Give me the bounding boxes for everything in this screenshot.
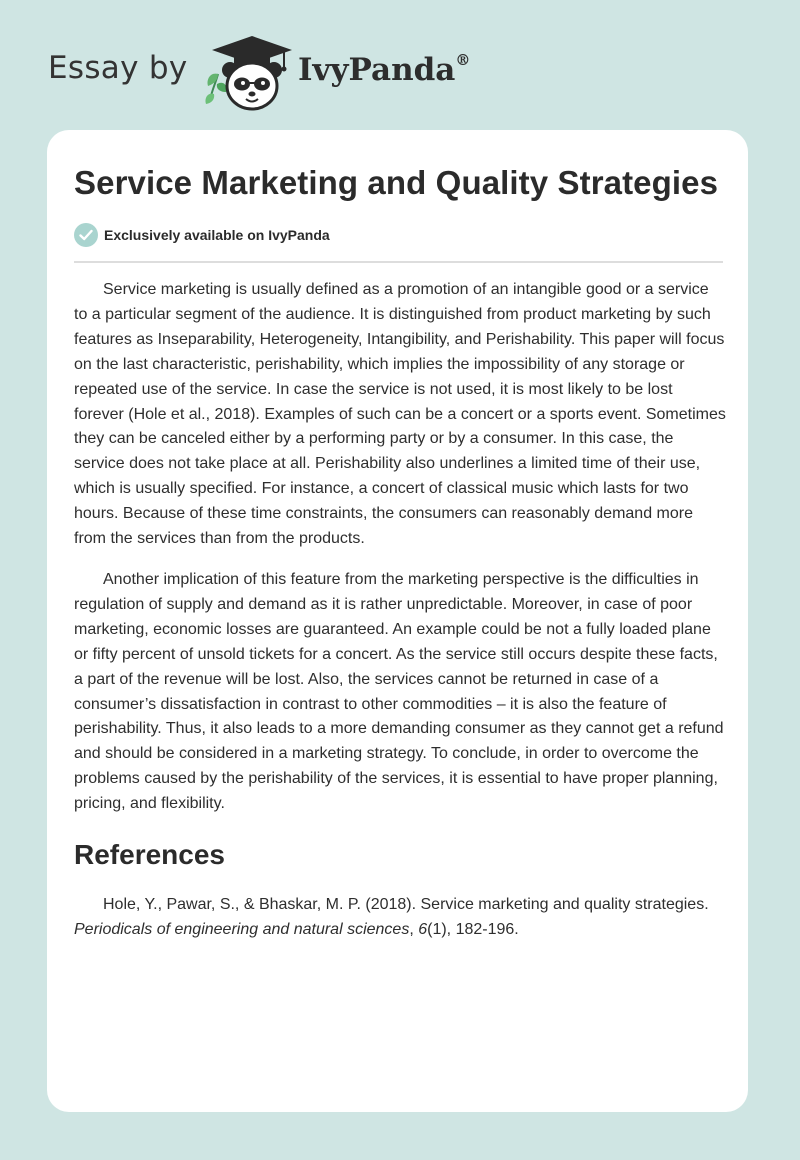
reference-separator: , — [409, 920, 419, 938]
reference-authors-title: Hole, Y., Pawar, S., & Bhaskar, M. P. (2018). Service marketing and quality strategies. — [103, 896, 709, 914]
reference-volume: 6 — [418, 920, 428, 938]
panda-graduate-icon[interactable] — [202, 34, 294, 114]
essay-card — [47, 130, 748, 1112]
brand-name-text: IvyPanda — [298, 52, 456, 88]
badge-label: Exclusively available on IvyPanda — [104, 227, 330, 243]
reference-list — [74, 893, 726, 943]
check-circle-icon — [74, 223, 98, 247]
reference-item — [74, 893, 726, 943]
essay-body — [74, 278, 726, 943]
references-heading: References — [74, 839, 225, 871]
reference-journal: Periodicals of engineering and natural sciences — [74, 920, 410, 938]
brand-name[interactable] — [298, 52, 470, 88]
site-header — [48, 30, 748, 110]
page-title: Service Marketing and Quality Strategies — [74, 164, 719, 201]
paragraph: Another implication of this feature from the marketing perspective is the difficulties in regulation of supply and demand as it is rather unpredictable. Moreover, in case of poor marketing, economic losses are guaranteed. An example could be not a fully loaded plane or fifty percent of unsold tickets for a concert. As the service still occurs despite these facts, a part of the revenue will be lost. Also, the services cannot be returned in case of a consumer’s dissatisfaction in contrast to other commodities – it is also the feature of perishability. Thus, it also leads to a more demanding consumer as they cannot get a refund and should be considered in a marketing strategy. To conclude, in order to overcome the problems caused by the perishability of the services, it is essential to have proper planning, pricing, and flexibility. — [74, 570, 724, 813]
essay-by-label: Essay by — [48, 50, 188, 86]
divider — [74, 261, 723, 263]
paragraph: Service marketing is usually defined as a promotion of an intangible good or a service to a particular segment of the audience. It is distinguished from product marketing by such features as Inseparability, Heterogeneity, Intangibility, and Perishability. This paper will focus on the last characteristic, perishability, which implies the impossibility of any storage or repeated use of the service. In case the service is not used, it is most likely to be lost forever (Hole et al., 2018). Examples of such can be a concert or a sports event. Sometimes they can be canceled either by a performing party or by a consumer. In this case, the service does not take place at all. Perishability also underlines a limited time of their use, which is usually specified. For instance, a concert of classical music which lasts for two hours. Because of these time constraints, the consumers can reasonably demand more from the services than from the products. — [74, 281, 726, 548]
exclusive-badge — [74, 222, 330, 248]
reference-pages: (1), 182-196. — [427, 920, 519, 938]
registered-mark: ® — [455, 50, 471, 69]
